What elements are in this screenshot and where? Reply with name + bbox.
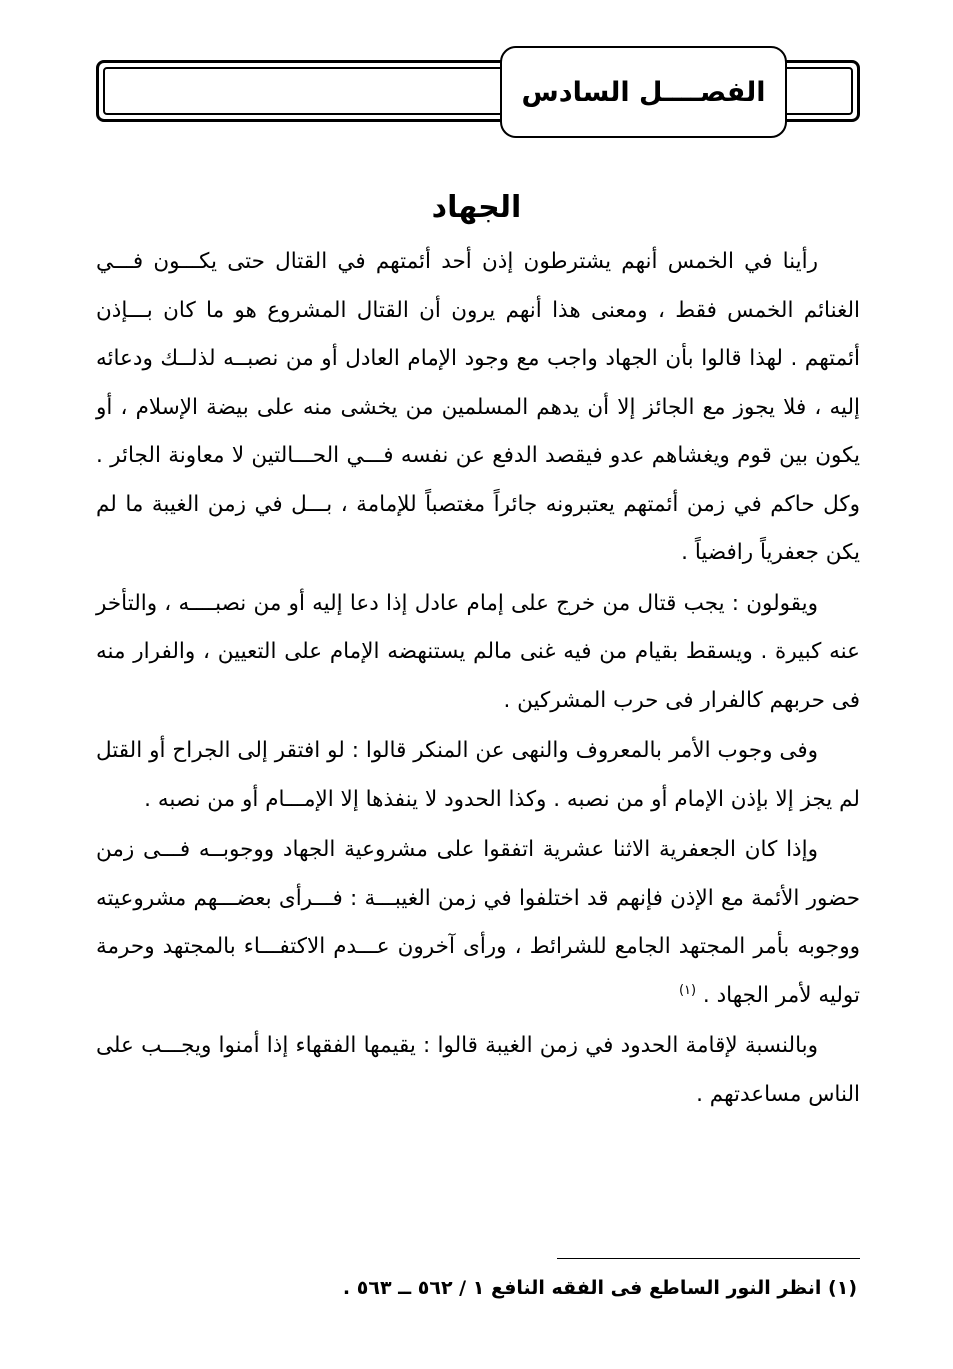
paragraph-5: وبالنسبة لإقامة الحدود في زمن الغيبة قالوا : يقيمها الفقهاء إذا أمنوا ويجـــب على الناس مساعدتهم . [96,1033,860,1107]
footnote: (١) انظر النور الساطع فى الفقه النافع ١ / ٥٦٢ ــ ٥٦٣ . [342,1277,857,1299]
footnote-reference: (١) [678,982,697,998]
footnote-divider [557,1258,860,1259]
chapter-title-box [500,46,787,138]
paragraph-3: وفى وجوب الأمر بالمعروف والنهى عن المنكر قالوا : لو افتقر إلى الجراح أو القتل لم يجز إلا بإذن الإمام أو من نصبه . وكذا الحدود لا ينفذها إلا الإمـــام أو من نصبه . [96,738,860,812]
section-title: الجهاد [431,190,522,225]
paragraph-1: رأينا في الخمس أنهم يشترطون إذن أحد أئمتهم في القتال حتى يكـــون فـــي الغنائم الخمس فقط ، ومعنى هذا أنهم يرون أن القتال المشروع هو ما كان بـــإذن أئمتهم . لهذا قالوا بأن الجهاد واجب مع وجود الإمام العادل أو من نصبــه لذلــك ودعائه إليه ، فلا يجوز مع الجائز إلا أن يدهم المسلمين من يخشى منه على بيضة الإسلام ، أو يكون بين قوم ويغشاهم عدو فيقصد الدفع عن نفسه فـــي الحـــالتين لا معاونة الجائر . وكل حاكم في زمن أئمتهم يعتبرونه جائراً مغتصباً للإمامة ، بـــل في زمن الغيبة ما لم يكن جعفرياً رافضياً . [96,249,860,565]
body-text [96,238,860,1121]
paragraph-2: ويقولون : يجب قتال من خرج على إمام عادل إذا دعا إليه أو من نصبــــه ، والتأخر عنه كبيرة . ويسقط بقيام من فيه غنى مالم يستنهضه الإمام على التعيين ، والفرار منه فى حربهم كالفرار فى حرب المشركين . [96,590,860,713]
chapter-title: الفصــــل السادس [521,76,766,108]
paragraph-4 [96,826,860,1020]
paragraph-4-text: وإذا كان الجعفرية الاثنا عشرية اتفقوا على مشروعية الجهاد ووجوبــه فـــى زمن حضور الأئمة مع الإذن فإنهم قد اختلفوا في زمن الغيبـــة : فـــرأى بعضـــهم مشروعيته ووجوبه بأمر المجتهد الجامع للشرائط ، ورأى آخرون عـــدم الاكتفـــاء بالمجتهد وحرمة توليه لأمر الجهاد . [96,837,860,1008]
